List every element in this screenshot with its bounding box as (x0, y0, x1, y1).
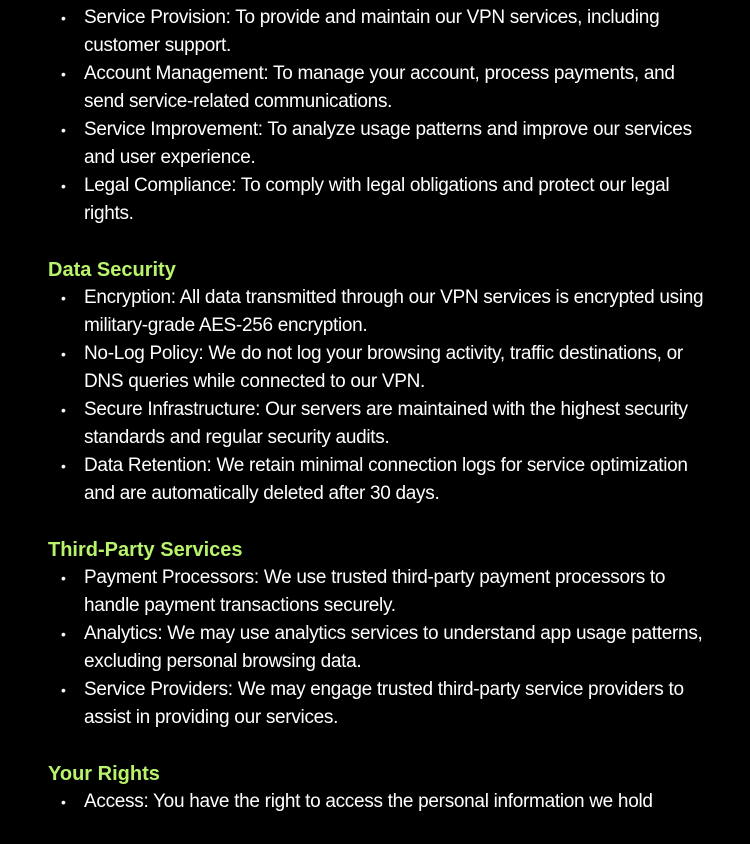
list-item (48, 340, 708, 396)
list-item-text: Account Management: To manage your account, process payments, and send service-related communications. (84, 63, 675, 112)
section-heading: Third-Party Services (48, 539, 243, 561)
bullet-list (48, 4, 708, 228)
list-item (48, 396, 708, 452)
bullet-dot-icon: • (61, 290, 66, 306)
list-item-text: Secure Infrastructure: Our servers are maintained with the highest security standards and regular security audits. (84, 399, 688, 448)
bullet-dot-icon: • (61, 402, 66, 418)
list-item-text: No-Log Policy: We do not log your browsing activity, traffic destinations, or DNS queries while connected to our VPN. (84, 343, 683, 392)
privacy-policy-content (48, 0, 708, 844)
list-item-text: Legal Compliance: To comply with legal obligations and protect our legal rights. (84, 175, 670, 224)
list-item-text: Service Providers: We may engage trusted third-party service providers to assist in providing our services. (84, 679, 684, 728)
list-item-text: Encryption: All data transmitted through our VPN services is encrypted using military-grade AES-256 encryption. (84, 287, 704, 336)
bullet-dot-icon: • (61, 570, 66, 586)
list-item-text: Service Provision: To provide and maintain our VPN services, including customer support. (84, 7, 660, 56)
list-item-text: Payment Processors: We use trusted third-party payment processors to handle payment transactions securely. (84, 567, 666, 616)
list-item (48, 676, 708, 732)
section-third-party-services (48, 536, 708, 732)
bullet-dot-icon: • (61, 10, 66, 26)
list-item (48, 564, 708, 620)
list-item (48, 788, 708, 816)
bullet-list (48, 788, 708, 816)
bullet-dot-icon: • (61, 794, 66, 810)
bullet-list (48, 564, 708, 732)
section-data-security (48, 256, 708, 508)
bullet-dot-icon: • (61, 458, 66, 474)
list-item (48, 116, 708, 172)
bullet-list (48, 284, 708, 508)
bullet-dot-icon: • (61, 346, 66, 362)
bullet-dot-icon: • (61, 122, 66, 138)
bullet-dot-icon: • (61, 682, 66, 698)
bullet-dot-icon: • (61, 626, 66, 642)
bullet-dot-icon: • (61, 66, 66, 82)
list-item-text: Access: You have the right to access the personal information we hold (84, 791, 653, 812)
list-item (48, 620, 708, 676)
section-heading: Your Rights (48, 763, 160, 785)
list-item (48, 284, 708, 340)
list-item-text: Analytics: We may use analytics services to understand app usage patterns, excluding personal browsing data. (84, 623, 703, 672)
list-item (48, 452, 708, 508)
list-item (48, 172, 708, 228)
list-item-text: Data Retention: We retain minimal connection logs for service optimization and are automatically deleted after 30 days. (84, 455, 688, 504)
list-item-text: Service Improvement: To analyze usage patterns and improve our services and user experience. (84, 119, 692, 168)
list-item (48, 60, 708, 116)
list-item (48, 4, 708, 60)
section-heading: Data Security (48, 259, 176, 281)
bullet-dot-icon: • (61, 178, 66, 194)
section-your-rights (48, 760, 708, 816)
section-how-we-use (48, 0, 708, 228)
